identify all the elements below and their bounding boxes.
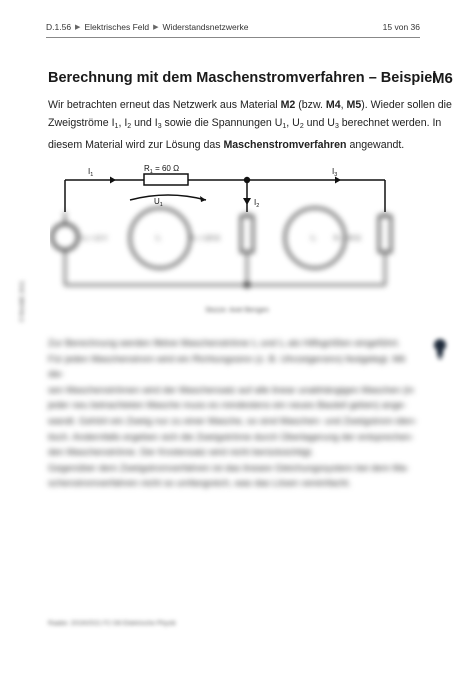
- body-line: Zur Berechnung werden fiktive Maschenströme I₁ und I₂ als Hilfsgrößen eingeführt.: [48, 338, 400, 349]
- current-arrow-i2: [243, 198, 251, 205]
- label-u1: $U_1$: [154, 197, 163, 208]
- node-top: [244, 177, 250, 183]
- label-source: U₀ = 12 V: [81, 236, 108, 242]
- resistor-r3: [379, 216, 391, 252]
- resistor-r2: [241, 216, 253, 252]
- voltage-source: [52, 224, 78, 250]
- header-divider: [46, 37, 420, 38]
- intro-line: Zweigströme $I_1$, $I_2$ und $I_3$ sowie die Spannungen $U_1$, $U_2$ und $U_3$ berechnet werden. In: [48, 117, 442, 130]
- label-r2: R₂ = 120 Ω: [190, 236, 220, 242]
- intro-line: diesem Material wird zur Lösung das Maschenstromverfahren angewandt.: [48, 139, 405, 151]
- intro-line: Wir betrachten erneut das Netzwerk aus Material M2 (bzw. M4, M5). Wieder sollen die: [48, 99, 452, 111]
- body-line: jeder neu betrachteten Masche muss es mindestens ein neues Bauteil geben) ange-: [48, 400, 407, 412]
- page-title: Berechnung mit dem Maschenstromverfahren – Beispiel: [48, 70, 437, 86]
- label-mesh-1: I₁: [156, 235, 161, 242]
- circuit-diagram: [50, 160, 420, 300]
- header-crumb-1: Elektrisches Feld: [84, 22, 150, 32]
- current-arrow-i1: [110, 177, 116, 184]
- intro-paragraph: [48, 96, 452, 154]
- label-i3: $I_3$: [332, 167, 338, 178]
- label-i2: $I_2$: [254, 198, 260, 209]
- label-r3: R₃ = 40 Ω: [334, 236, 361, 242]
- label-mesh-2: I₂: [311, 235, 316, 242]
- body-paragraph: [48, 336, 422, 492]
- circuit-blurred-region: [52, 208, 391, 288]
- body-line: Für jeden Maschenstrom wird ein Richtungssinn (z. B. Uhrzeigersinn) festgelegt. Mit die-: [48, 353, 406, 381]
- voltage-arc-u1: [130, 195, 206, 200]
- header-code: D.1.56: [46, 22, 72, 32]
- breadcrumb-arrow-icon: ▶: [153, 24, 159, 31]
- label-r1: $R_1 = 60$ Ω: [144, 164, 180, 175]
- material-code: M6: [432, 70, 453, 87]
- lightbulb-icon: [433, 338, 447, 360]
- side-copyright: © RAABE 2021: [20, 280, 26, 322]
- label-i1: $I_1$: [88, 167, 94, 178]
- body-line: schenstromverfahren nicht so umfangreich, was das Lösen vereinfacht.: [48, 478, 351, 490]
- body-line: Gegenüber dem Zweigstromverfahren ist das lineare Gleichungssystem bei dem Ma-: [48, 462, 409, 474]
- page-number: 15 von 36: [382, 22, 420, 32]
- figure-caption: Skizze: Axel Bengen: [205, 307, 269, 314]
- page-header: [46, 20, 420, 34]
- body-line: wandt. Gehört ein Zweig nur zu einer Masche, so sind Maschen- und Zweigstrom iden-: [48, 415, 417, 427]
- resistor-r1: [144, 174, 188, 185]
- page-footer: Raabe: 2019/2021 F2 G6 Elektrische Physik: [48, 620, 176, 627]
- header-crumb-2: Widerstandsnetzwerke: [162, 22, 249, 32]
- body-line: tisch. Andernfalls ergeben sich die Zweigströme durch Überlagerung der entsprechen-: [48, 431, 414, 443]
- breadcrumb-arrow-icon: ▶: [75, 24, 81, 31]
- body-line: den Maschenströme. Der Knotensatz wird nicht berücksichtigt.: [48, 447, 314, 459]
- body-line: sen Maschenströmen wird der Maschensatz auf alle linear unabhängigen Maschen (in: [48, 384, 414, 396]
